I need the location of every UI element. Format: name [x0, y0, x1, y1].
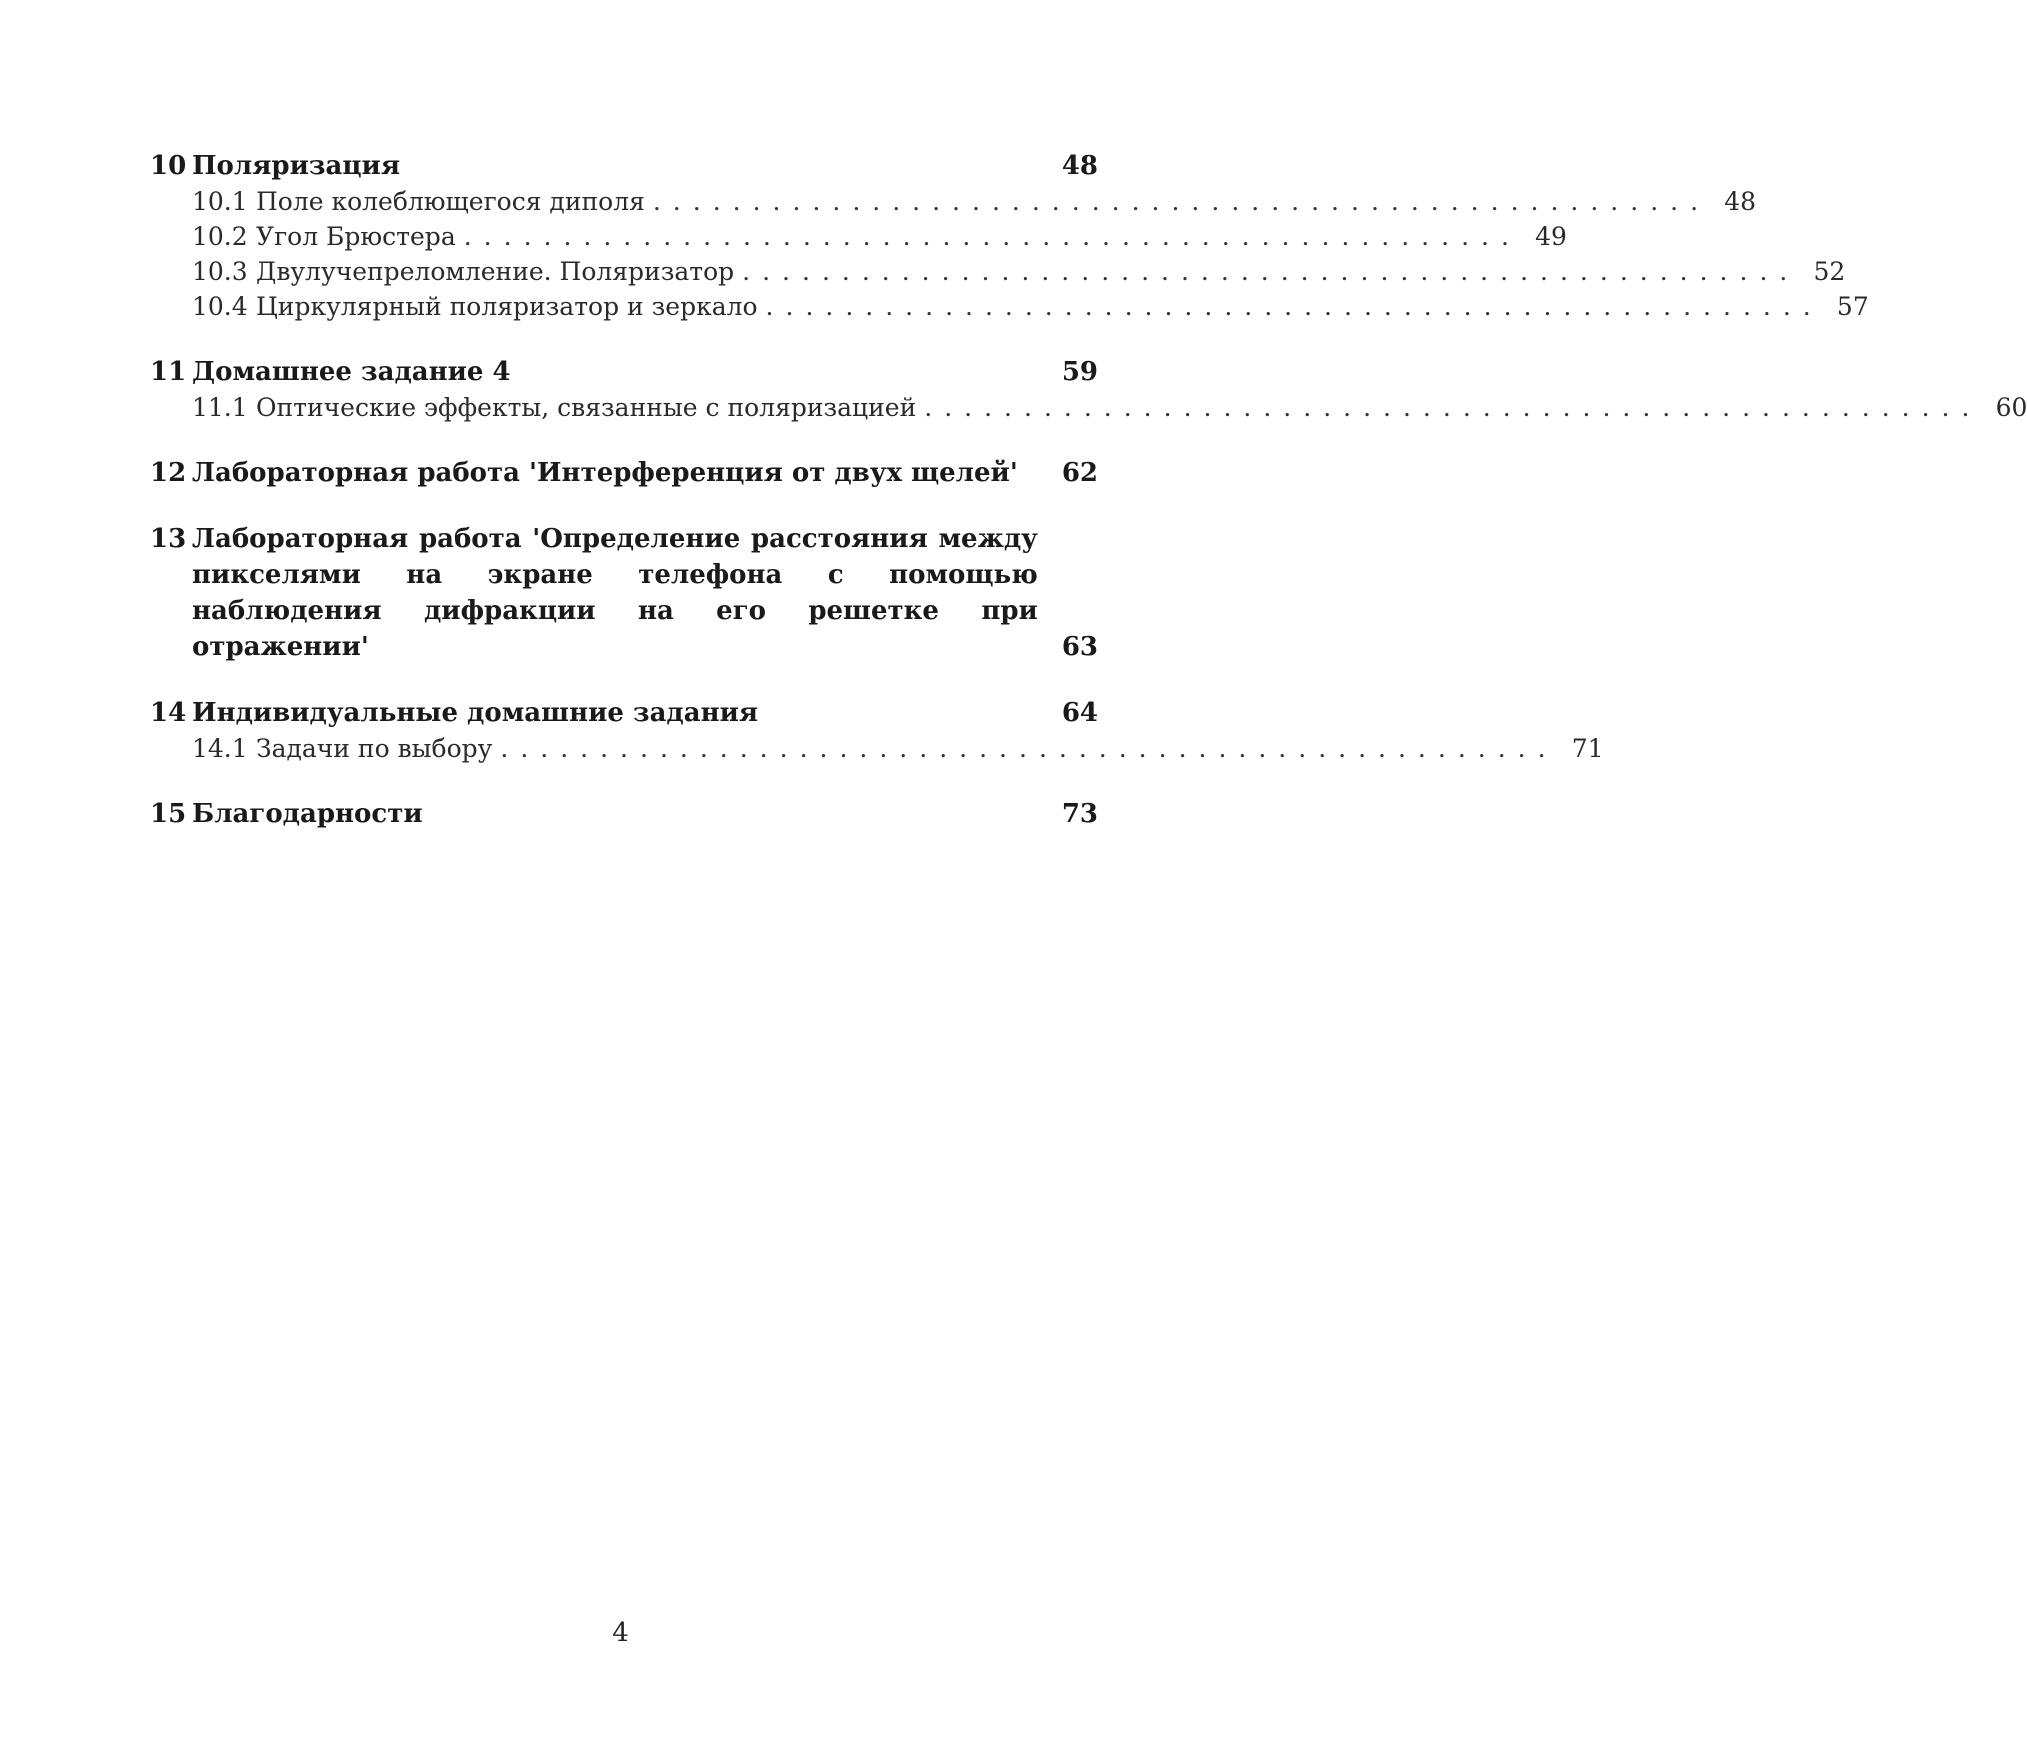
- section-title: Поле колеблющегося диполя: [256, 187, 645, 216]
- chapter-number: 12: [150, 458, 187, 488]
- section-page: 48: [1724, 187, 1757, 216]
- section-page: 52: [1813, 257, 1846, 286]
- toc-chapter-entry[interactable]: [150, 354, 1098, 390]
- section-number: 10.1: [192, 187, 248, 216]
- toc-chapter-entry[interactable]: [150, 796, 1098, 832]
- chapter-number: 11: [150, 357, 187, 387]
- toc-chapter-entry[interactable]: [150, 695, 1098, 731]
- section-title: Задачи по выбору: [256, 734, 493, 763]
- section-title: Циркулярный поляризатор и зеркало: [256, 292, 758, 321]
- dot-leader: .....................................................: [500, 734, 1558, 763]
- section-page: 60: [1995, 393, 2027, 422]
- toc-section-entry[interactable]: [150, 184, 1757, 219]
- chapter-number: 14: [150, 698, 187, 728]
- section-title: Угол Брюстера: [256, 222, 456, 251]
- section-number: 10.2: [192, 222, 248, 251]
- section-number: 11.1: [192, 393, 248, 422]
- table-of-contents: [150, 148, 2027, 862]
- chapter-page: 73: [1061, 799, 1098, 829]
- chapter-title: Домашнее задание 4: [192, 357, 511, 387]
- section-page: 71: [1571, 734, 1604, 763]
- chapter-title: Лабораторная работа 'Определение расстояния между пикселями на экране телефона с помощью наблюдения дифракции на его решетке при отражении': [192, 524, 1038, 662]
- chapter-page: 63: [1061, 632, 1098, 662]
- chapter-number: 13: [150, 524, 187, 554]
- chapter-page: 62: [1061, 458, 1098, 488]
- chapter-title: Благодарности: [192, 799, 423, 829]
- chapter-page: 64: [1061, 698, 1098, 728]
- chapter-title: Индивидуальные домашние задания: [192, 698, 759, 728]
- toc-chapter: [150, 521, 1098, 665]
- section-number: 10.3: [192, 257, 248, 286]
- section-title: Двулучепреломление. Поляризатор: [256, 257, 735, 286]
- dot-leader: .....................................................: [742, 257, 1800, 286]
- toc-chapter-entry[interactable]: [150, 455, 1098, 491]
- toc-section-entry[interactable]: [150, 289, 1869, 324]
- toc-chapter-entry[interactable]: [150, 521, 1098, 665]
- toc-chapter: [150, 796, 1098, 832]
- section-page: 57: [1836, 292, 1869, 321]
- chapter-number: 10: [150, 151, 187, 181]
- toc-chapter: [150, 695, 1604, 766]
- toc-chapter-entry[interactable]: [150, 148, 1098, 184]
- toc-section-entry[interactable]: [150, 219, 1567, 254]
- dot-leader: .....................................................: [924, 393, 1982, 422]
- section-number: 14.1: [192, 734, 248, 763]
- section-number: 10.4: [192, 292, 248, 321]
- chapter-number: 15: [150, 799, 187, 829]
- chapter-page: 59: [1061, 357, 1098, 387]
- page-number: 4: [612, 1618, 629, 1648]
- toc-chapter: [150, 148, 1869, 324]
- chapter-title: Лабораторная работа 'Интерференция от двух щелей': [192, 458, 1018, 488]
- toc-section-entry[interactable]: [150, 390, 2027, 425]
- section-title: Оптические эффекты, связанные с поляризацией: [256, 393, 917, 422]
- toc-chapter: [150, 354, 2027, 425]
- dot-leader: .....................................................: [463, 222, 1521, 251]
- chapter-page: 48: [1061, 151, 1098, 181]
- toc-section-entry[interactable]: [150, 731, 1604, 766]
- dot-leader: .....................................................: [765, 292, 1823, 321]
- chapter-title: Поляризация: [192, 151, 401, 181]
- section-page: 49: [1535, 222, 1567, 251]
- dot-leader: .....................................................: [652, 187, 1711, 216]
- toc-chapter: [150, 455, 1098, 491]
- toc-section-entry[interactable]: [150, 254, 1846, 289]
